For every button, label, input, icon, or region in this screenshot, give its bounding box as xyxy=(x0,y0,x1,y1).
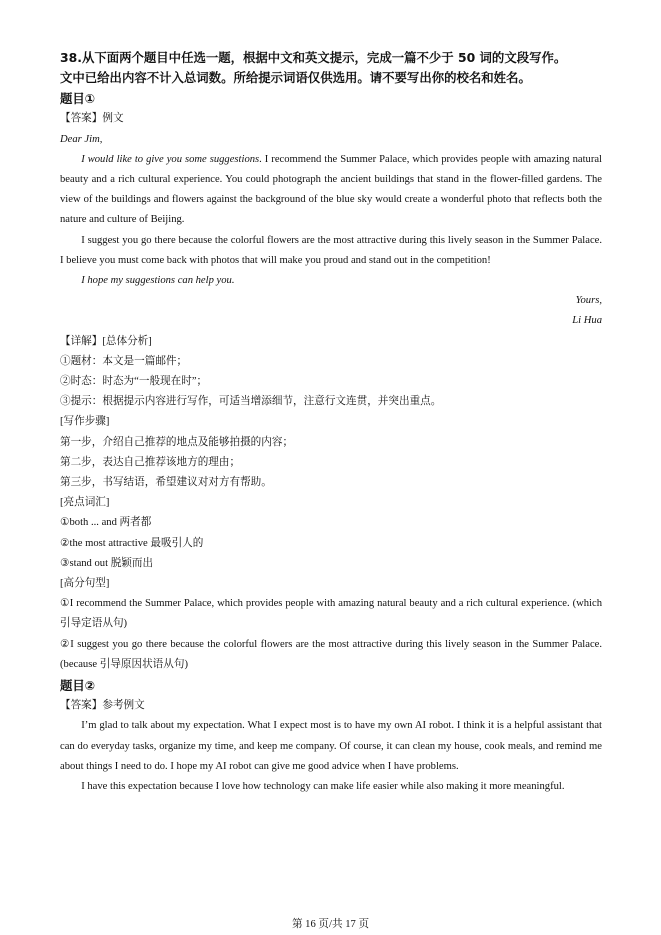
letter-paragraph-1-opening: I would like to give you some suggestions xyxy=(81,153,260,165)
vocab-item: ③stand out 脱颖而出 xyxy=(60,557,154,569)
step-item: 第三步，书写结语，希望建议对对方有帮助。 xyxy=(60,477,272,489)
essay-paragraph-2: I have this expectation because I love how technology can make life easier while also making it more meaningful. xyxy=(81,780,565,792)
page-content xyxy=(60,48,602,797)
letter-closing: Yours, xyxy=(575,295,602,307)
page-footer: 第 16 页/共 17 页 xyxy=(291,919,370,930)
topic-1-answer-label: 【答案】例文 xyxy=(60,113,124,125)
letter-signature: Li Hua xyxy=(572,315,602,327)
sentence-item: ①I recommend the Summer Palace, which provides people with amazing natural beauty and a rich cultural experience. (which 引导定语从句) xyxy=(60,598,602,630)
topic-2-answer-label: 【答案】参考例文 xyxy=(60,700,145,712)
question-title-line-1: 38.从下面两个题目中任选一题，根据中文和英文提示，完成一篇不少于 50 词的文段写作。 xyxy=(60,50,567,65)
essay-paragraph-1: I’m glad to talk about my expectation. What I expect most is to have my own AI robot. I think it is a helpful assistant that can do everyday tasks, organize my time, and keep me company. Of course, it can clean my house, cook meals, and remind me about things I need to do. I hope my AI robot can give me good advice when I have problems. xyxy=(60,720,602,772)
letter-paragraph-1 xyxy=(60,150,602,231)
analysis-item: ②时态：时态为“一般现在时”； xyxy=(60,376,208,388)
analysis-item: ③提示：根据提示内容进行写作，可适当增添细节，注意行文连贯，并突出重点。 xyxy=(60,396,442,408)
letter-salutation: Dear Jim, xyxy=(60,133,103,145)
topic-1-heading: 题目① xyxy=(60,91,96,107)
steps-label: [写作步骤] xyxy=(60,416,110,428)
step-item: 第二步，表达自己推荐该地方的理由； xyxy=(60,456,241,468)
vocab-label: [亮点词汇] xyxy=(60,497,110,509)
analysis-item: ①题材：本文是一篇邮件； xyxy=(60,355,188,367)
sentence-item: ②I suggest you go there because the colorful flowers are the most attractive during this lively season in the Summer Palace. (because 引导原因状语从句) xyxy=(60,638,602,670)
step-item: 第一步，介绍自己推荐的地点及能够拍摄的内容； xyxy=(60,436,294,448)
sentences-label: [高分句型] xyxy=(60,578,110,590)
question-title-line-2: 文中已给出内容不计入总词数。所给提示词语仅供选用。请不要写出你的校名和姓名。 xyxy=(60,70,531,86)
vocab-item: ①both ... and 两者都 xyxy=(60,517,152,529)
topic-2-heading: 题目② xyxy=(60,678,96,694)
vocab-item: ②the most attractive 最吸引人的 xyxy=(60,537,204,549)
analysis-label: 【详解】[总体分析] xyxy=(60,335,152,347)
letter-paragraph-3: I hope my suggestions can help you. xyxy=(81,275,235,287)
letter-paragraph-1-body: . I recommend the Summer Palace, which provides people with amazing natural beauty and a rich cultural experience. You could photograph the ancient buildings that stand in the flower-filled gardens. The view of the buildings and flowers against the background of the blue sky would create a wonderful photo that reflects both the nature and culture of Beijing. xyxy=(60,153,603,226)
letter-paragraph-2: I suggest you go there because the colorful flowers are the most attractive during this lively season in the Summer Palace. I believe you must come back with photos that will make you proud and stand out in the competition! xyxy=(60,234,602,266)
